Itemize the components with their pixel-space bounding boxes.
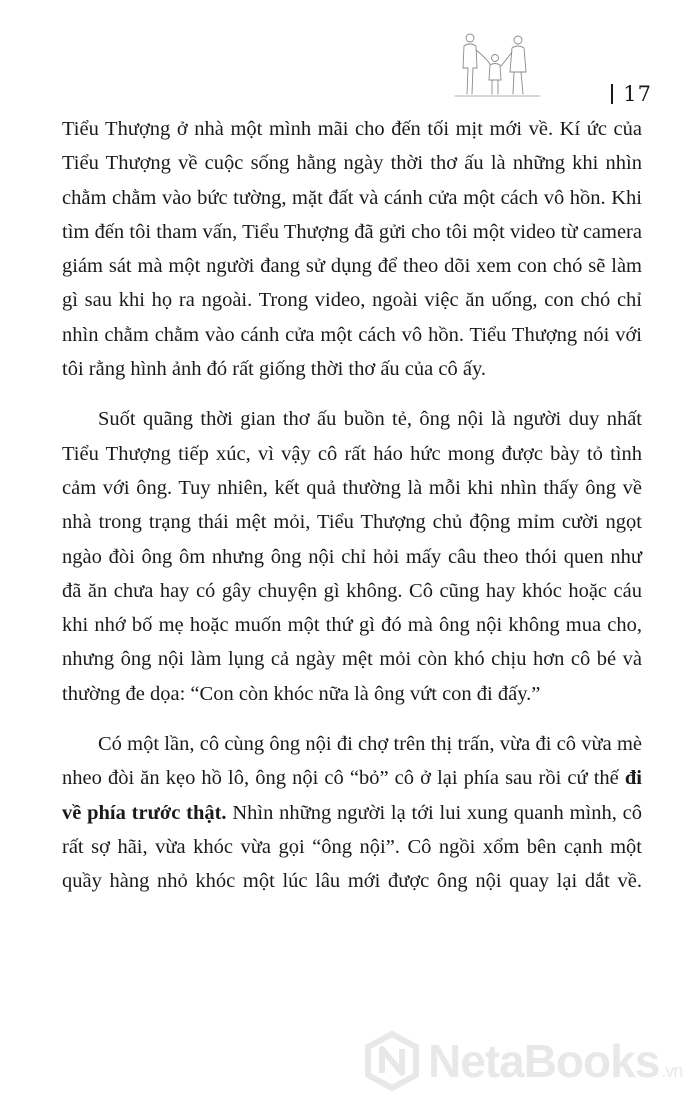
family-walking-illustration [450, 28, 545, 103]
netabooks-watermark [362, 1018, 692, 1104]
paragraph-3-text-a: Có một lần, cô cùng ông nội đi chợ trên thị trấn, vừa đi cô vừa mè nheo đòi ăn kẹo hồ lô, ông nội cô “bỏ” cô ở lại phía sau rồi cứ thế [62, 733, 642, 790]
watermark-suffix: .vn [661, 1061, 683, 1081]
body-text [62, 112, 642, 915]
paragraph-3-text-b: Nhìn những người lạ tới lui xung quanh mình, cô rất sợ hãi, vừa khóc vừa gọi “ông nội”. Cô ngồi xổm bên cạnh một quầy hàng nhỏ khóc một lúc lâu mới được ông nội quay lại dắt về. [62, 801, 642, 893]
page-number [611, 82, 652, 106]
page-number-divider [611, 84, 613, 104]
paragraph-3 [62, 727, 642, 898]
page-number-value: 17 [623, 82, 652, 106]
watermark-brand [428, 1034, 682, 1088]
netabooks-logo-icon [362, 1031, 422, 1091]
paragraph-2: Suốt quãng thời gian thơ ấu buồn tẻ, ông nội là người duy nhất Tiểu Thượng tiếp xúc, vì vậy cô rất háo hức mong được bày tỏ tình cảm với ông. Tuy nhiên, kết quả thường là mỗi khi nhìn thấy ông về nhà trong trạng thái mệt mỏi, Tiểu Thượng chủ động mỉm cười ngọt ngào đòi ông ôm nhưng ông nội chỉ hỏi mấy câu theo thói quen như đã ăn chưa hay có gây chuyện gì không. Cô cũng hay khóc hoặc cáu khi nhớ bố mẹ hoặc muốn một thứ gì đó mà ông nội không mua cho, nhưng ông nội làm lụng cả ngày mệt mỏi còn khó chịu hơn cô bé và thường đe dọa: “Con còn khóc nữa là ông vứt con đi đấy.” [62, 408, 642, 705]
paragraph-3-bold-phrase: đi về phía trước thật. [62, 767, 642, 824]
paragraph-1: Tiểu Thượng ở nhà một mình mãi cho đến tối mịt mới về. Kí ức của Tiểu Thượng về cuộc sống hằng ngày thời thơ ấu là những khi nhìn chằm chằm vào bức tường, mặt đất và cánh cửa một cách vô hồn. Khi tìm đến tôi tham vấn, Tiểu Thượng đã gửi cho tôi một video từ camera giám sát mà một người đang sử dụng để theo dõi xem con chó sẽ làm gì sau khi họ ra ngoài. Trong video, ngoài việc ăn uống, con chó chỉ nhìn chằm chằm vào cánh cửa một cách vô hồn. Tiểu Thượng nói với tôi rằng hình ảnh đó rất giống thời thơ ấu của cô ấy. [62, 118, 642, 381]
watermark-brand-name: NetaBooks [428, 1035, 660, 1087]
